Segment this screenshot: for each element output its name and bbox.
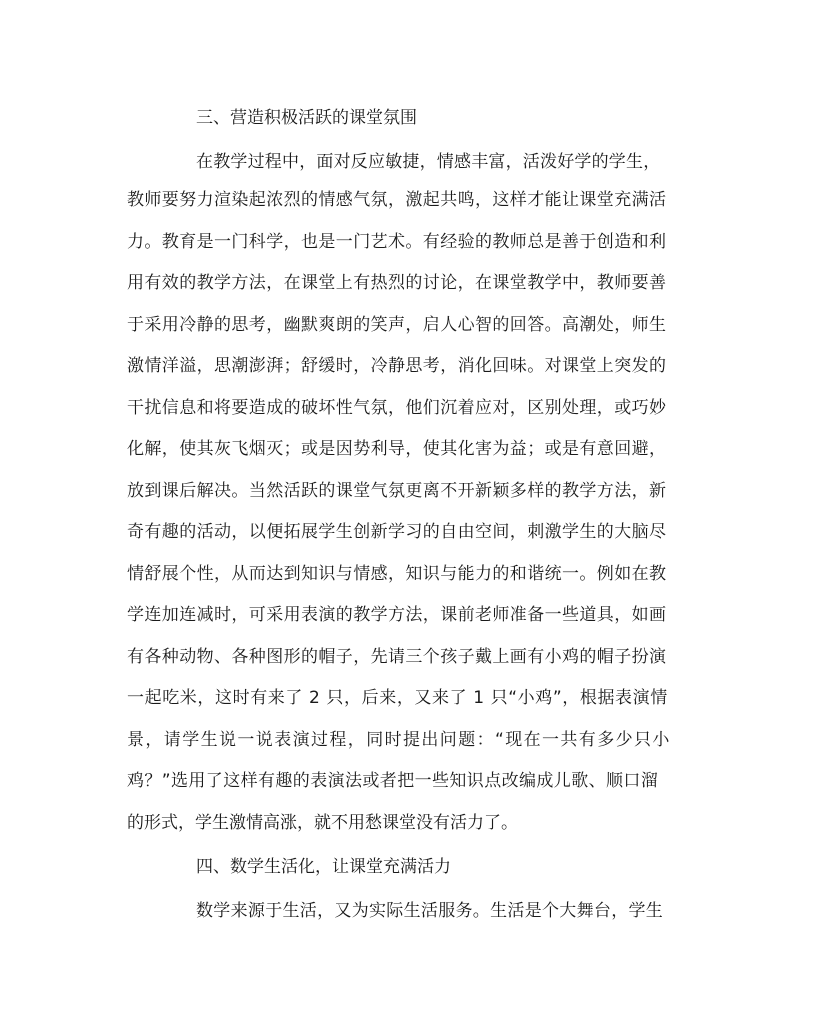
paragraph-line: 化解，使其灰飞烟灭；或是因势利导，使其化害为益；或是有意回避，	[127, 439, 667, 459]
paragraph-line: 数学来源于生活，又为实际生活服务。生活是个大舞台，学生	[196, 901, 664, 921]
paragraph-line: 景，请学生说一说表演过程，同时提出问题：“现在一共有多少只小	[127, 730, 671, 750]
heading-section-4: 四、数学生活化，让课堂充满活力	[196, 857, 451, 877]
paragraph-line: 有各种动物、各种图形的帽子，先请三个孩子戴上画有小鸡的帽子扮演	[127, 647, 667, 667]
paragraph-line: 用有效的教学方法，在课堂上有热烈的讨论，在课堂教学中，教师要善	[127, 273, 667, 293]
paragraph-line: 鸡？”选用了这样有趣的表演法或者把一些知识点改编成儿歌、顺口溜	[127, 771, 659, 791]
paragraph-line: 情舒展个性，从而达到知识与情感，知识与能力的和谐统一。例如在教	[127, 564, 667, 584]
paragraph-line: 于采用冷静的思考，幽默爽朗的笑声，启人心智的回答。高潮处，师生	[127, 315, 667, 335]
paragraph-line: 的形式，学生激情高涨，就不用愁课堂没有活力了。	[127, 813, 518, 833]
paragraph-line: 一起吃米，这时有来了 2 只，后来，又来了 1 只“小鸡”，根据表演情	[127, 688, 668, 708]
paragraph-line: 奇有趣的活动，以便拓展学生创新学习的自由空间，刺激学生的大脑尽	[127, 522, 667, 542]
heading-section-3: 三、营造积极活跃的课堂氛围	[196, 108, 417, 128]
paragraph-line: 教师要努力渲染起浓烈的情感气氛，激起共鸣，这样才能让课堂充满活	[127, 190, 667, 210]
paragraph-line: 力。教育是一门科学，也是一门艺术。有经验的教师总是善于创造和利	[127, 232, 667, 252]
paragraph-line: 激情洋溢，思潮澎湃；舒缓时，冷静思考，消化回味。对课堂上突发的	[127, 356, 667, 376]
paragraph-line: 在教学过程中，面对反应敏捷，情感丰富，活泼好学的学生，	[196, 152, 661, 172]
paragraph-line: 放到课后解决。当然活跃的课堂气氛更离不开新颖多样的教学方法，新	[127, 481, 667, 501]
paragraph-line: 干扰信息和将要造成的破坏性气氛，他们沉着应对，区别处理，或巧妙	[127, 398, 667, 418]
paragraph-line: 学连加连减时，可采用表演的教学方法，课前老师准备一些道具，如画	[127, 605, 667, 625]
